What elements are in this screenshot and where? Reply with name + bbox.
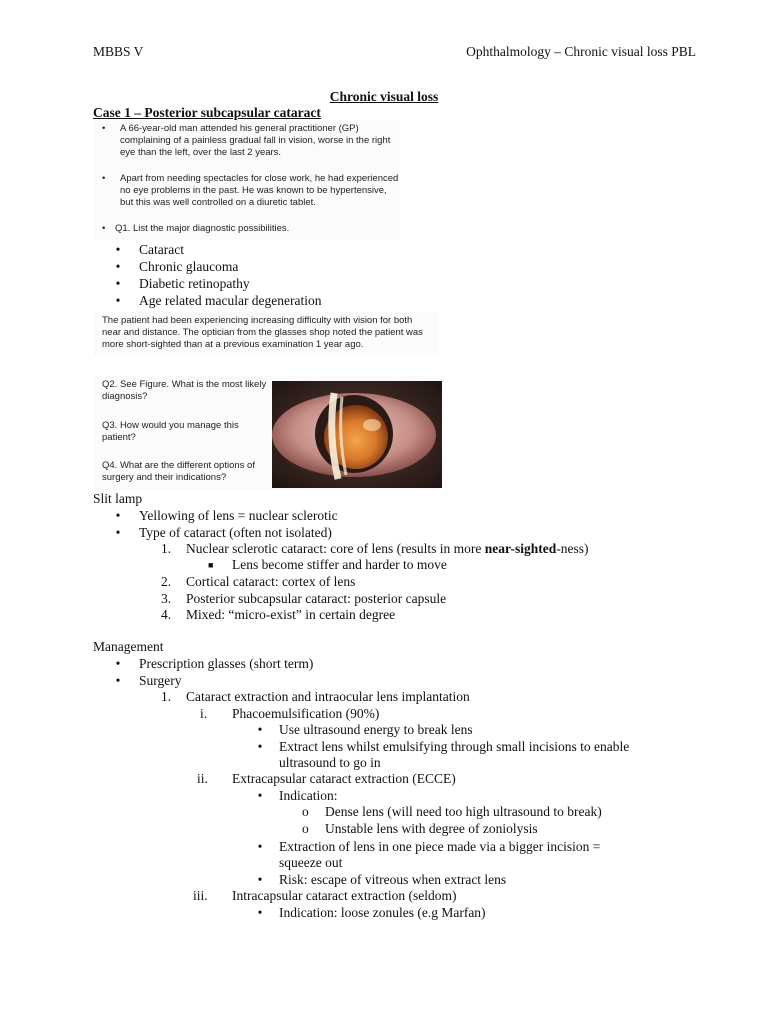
phaco-sub-b-line2: ultrasound to go in (279, 755, 381, 770)
icce-indication: Indication: loose zonules (e.g Marfan) (279, 905, 486, 920)
nuclear-sclerotic-item: Nuclear sclerotic cataract: core of lens (results in more near-sighted-ness) (186, 541, 589, 556)
list-number: 2. (161, 574, 172, 589)
nuclear-sub-item: Lens become stiffer and harder to move (232, 557, 447, 572)
list-number: 4. (161, 607, 172, 622)
management-heading: Management (93, 639, 164, 654)
extraction-item: Cataract extraction and intraocular lens implantation (186, 689, 470, 704)
posterior-item: Posterior subcapsular cataract: posterior capsule (186, 591, 447, 606)
case-slide-1: • A 66-year-old man attended his general practitioner (GP) complaining of a painless gradual fall in vision, worse in the right eye than the left, over the last 2 years. • Apart from needing spectacles for close work, he had experienced no eye problems in the past. He was known to be hypertensive, but this was well controlled on a diuretic tablet. • Q1. List the major diagnostic possibilities. (93, 120, 400, 240)
slit-lamp-heading: Slit lamp (93, 491, 143, 506)
list-number: 1. (161, 541, 172, 556)
surgery-item: Surgery (139, 673, 182, 688)
ecce-extraction-line1: Extraction of lens in one piece made via a bigger incision = (279, 839, 601, 854)
list-item: • Chronic glaucoma (115, 259, 239, 274)
diagnoses-list (93, 241, 493, 309)
slide3-q4: Q4. What are the different options of surgery and their indications? (102, 460, 255, 483)
phaco-sub-a: Use ultrasound energy to break lens (279, 722, 473, 737)
case-slide-2: The patient had been experiencing increasing difficulty with vision for both near and distance. The optician from the glasses shop noted the patient was more short-sighted than at a previous examination 1 year ago. (93, 312, 438, 356)
list-item: • Diabetic retinopathy (115, 276, 250, 291)
cataract-eye-photo (272, 381, 442, 488)
ecce-risk: Risk: escape of vitreous when extract lens (279, 872, 507, 887)
page-title: Chronic visual loss (329, 89, 439, 104)
list-number: 3. (161, 591, 172, 606)
icce-item: Intracapsular cataract extraction (seldom) (232, 888, 457, 903)
slide1-p1: A 66-year-old man attended his general practitioner (GP) complaining of a painless gradual fall in vision, worse in the right eye than the left, over the last 2 years. (120, 123, 391, 158)
ecce-item: Extracapsular cataract extraction (ECCE) (232, 771, 456, 786)
header-left: MBBS V (93, 44, 144, 59)
header-right: Ophthalmology – Chronic visual loss PBL (466, 44, 696, 59)
slide3-q3: Q3. How would you manage this patient? (102, 420, 239, 443)
eye-illustration (272, 381, 442, 488)
case-heading: Case 1 – Posterior subcapsular cataract (93, 105, 321, 120)
slide1-q1: Q1. List the major diagnostic possibilities. (115, 223, 290, 234)
list-number: iii. (193, 888, 208, 903)
slit-lamp-type: Type of cataract (often not isolated) (139, 525, 332, 540)
list-item: • Cataract (115, 242, 184, 257)
mixed-item: Mixed: “micro-exist” in certain degree (186, 607, 396, 622)
slide3-q2: Q2. See Figure. What is the most likely diagnosis? (102, 379, 267, 402)
list-number: ii. (197, 771, 208, 786)
ecce-indication: Indication: (279, 788, 338, 803)
slide1-p2: Apart from needing spectacles for close work, he had experienced no eye problems in the past. He was known to be hypertensive, but this was well controlled on a diuretic tablet. (120, 173, 399, 208)
slit-lamp-yellowing: Yellowing of lens = nuclear sclerotic (139, 508, 338, 523)
list-number: 1. (161, 689, 172, 704)
ecce-indication-a: Dense lens (will need too high ultrasound to break) (325, 804, 602, 819)
list-number: i. (200, 706, 208, 721)
list-item: • Age related macular degeneration (115, 293, 322, 308)
cortical-item: Cortical cataract: cortex of lens (186, 574, 356, 589)
glasses-item: Prescription glasses (short term) (139, 656, 314, 671)
phaco-sub-b-line1: Extract lens whilst emulsifying through small incisions to enable (279, 739, 630, 754)
phaco-item: Phacoemulsification (90%) (232, 706, 380, 721)
ecce-indication-b: Unstable lens with degree of zoniolysis (325, 821, 538, 836)
ecce-extraction-line2: squeeze out (279, 855, 343, 870)
